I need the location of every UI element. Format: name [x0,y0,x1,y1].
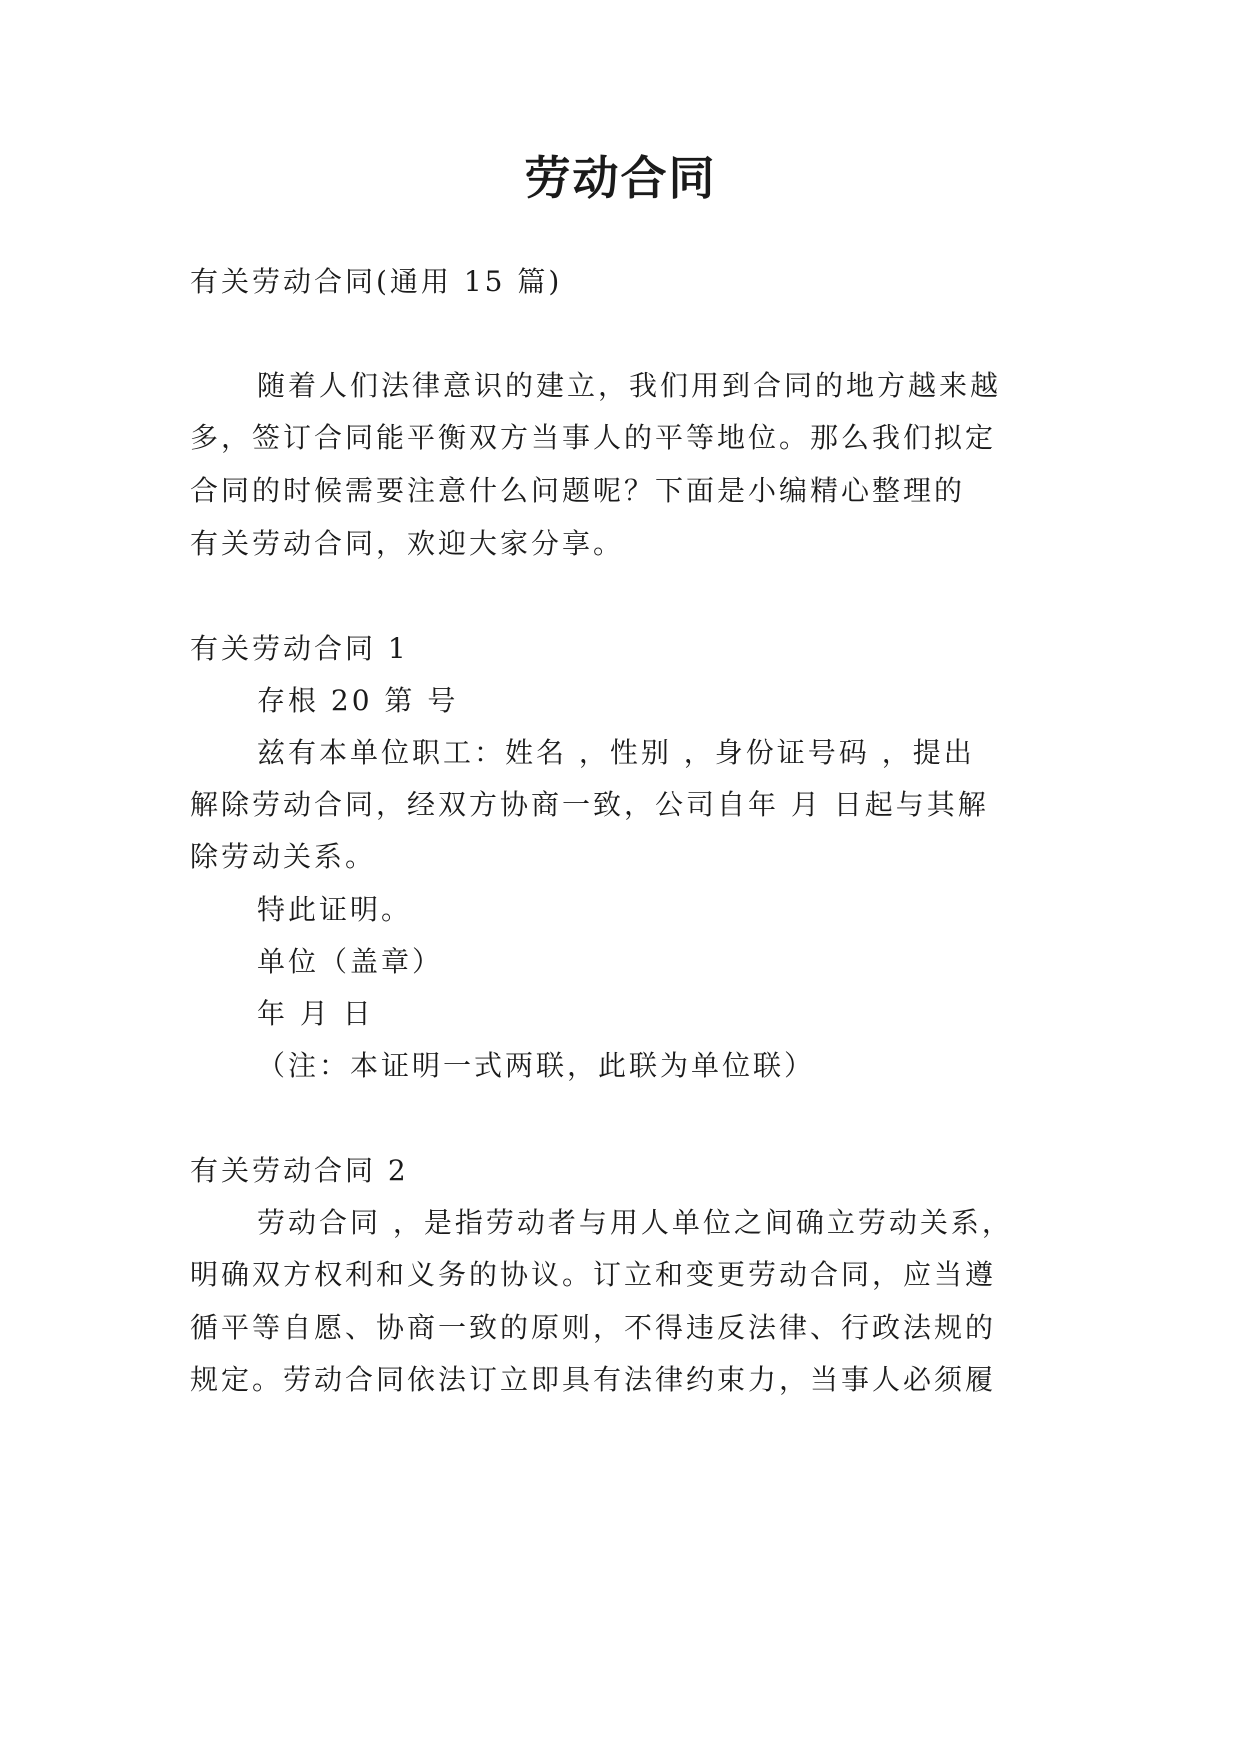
document-subtitle: 有关劳动合同(通用 15 篇) [190,265,563,298]
section2-heading: 有关劳动合同 2 [190,1154,409,1187]
section1-heading: 有关劳动合同 1 [190,632,409,665]
document-title: 劳动合同 [524,151,717,205]
section1-date-line: 年 月 日 [257,997,374,1030]
section1-certify-line: 特此证明。 [257,893,413,926]
section1-note-line: （注：本证明一式两联，此联为单位联） [257,1049,816,1082]
section2-body-line-3: 循平等自愿、协商一致的原则，不得违反法律、行政法规的 [190,1311,997,1344]
intro-line-4: 有关劳动合同，欢迎大家分享。 [190,527,625,560]
section1-body-line-3: 除劳动关系。 [190,840,377,873]
section2-body-line-1: 劳动合同 ，是指劳动者与用人单位之间确立劳动关系， [257,1206,1013,1239]
section2-body-line-4: 规定。劳动合同依法订立即具有法律约束力，当事人必须履 [190,1363,997,1396]
section1-body-line-1: 兹有本单位职工：姓名 ，性别 ，身份证号码 ，提出 [257,736,975,769]
section2-body-line-2: 明确双方权利和义务的协议。订立和变更劳动合同，应当遵 [190,1258,997,1291]
intro-line-2: 多，签订合同能平衡双方当事人的平等地位。那么我们拟定 [190,421,997,454]
intro-line-3: 合同的时候需要注意什么问题呢？下面是小编精心整理的 [190,474,966,507]
section1-stub-line: 存根 20 第 号 [257,684,459,717]
section1-body-line-2: 解除劳动合同，经双方协商一致，公司自年 月 日起与其解 [190,788,989,821]
section1-seal-line: 单位（盖章） [257,945,444,978]
intro-line-1: 随着人们法律意识的建立，我们用到合同的地方越来越 [257,369,1002,402]
